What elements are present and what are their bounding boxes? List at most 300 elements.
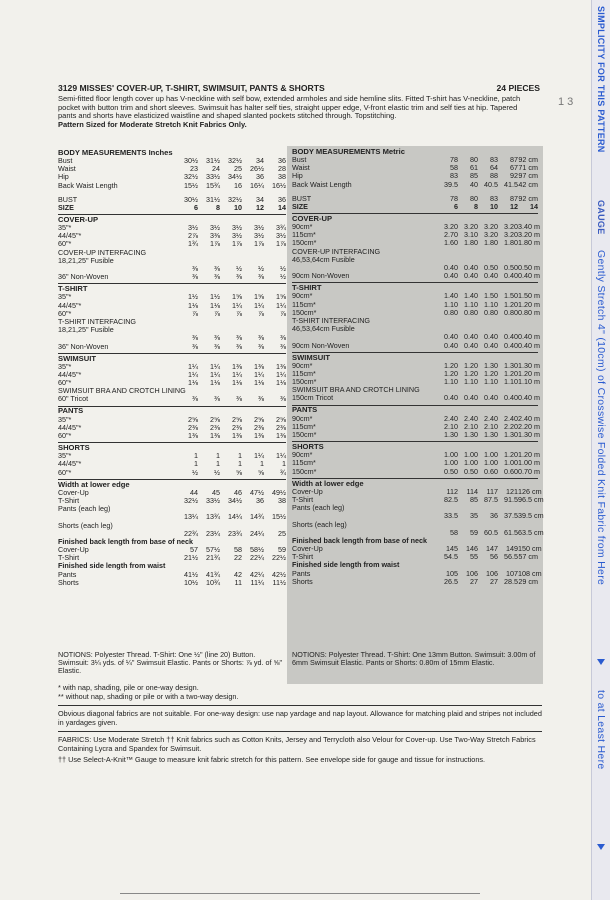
- metric-cell: 92: [510, 171, 518, 181]
- inches-row: [58, 318, 286, 326]
- metric-cell: 54.5: [444, 552, 458, 562]
- metric-row: [292, 352, 538, 362]
- inches-row-label: Shorts: [58, 578, 79, 587]
- metric-cell: 1.00: [464, 450, 478, 460]
- inches-cell: 24¼: [250, 528, 264, 538]
- inches-row: [58, 530, 286, 538]
- description-subtitle: Pattern Sized for Moderate Stretch Knit Fabrics Only.: [58, 119, 247, 129]
- inches-row-label: Bust: [58, 156, 73, 165]
- inches-cell: 31½: [206, 194, 220, 204]
- inches-cell: 3½: [254, 231, 264, 241]
- inches-cell: 2⅝: [254, 414, 264, 424]
- metric-row-label: Finished side length from waist: [292, 561, 400, 570]
- metric-row-label: 90cm*: [292, 223, 313, 232]
- inches-cell: ⅜: [192, 264, 198, 274]
- metric-cell: 83: [450, 171, 458, 181]
- inches-cell: 1: [194, 459, 198, 469]
- metric-cell: 12: [510, 201, 518, 211]
- inches-cell: 34½: [228, 172, 242, 182]
- metric-cell: 1.00: [484, 450, 498, 460]
- metric-row-label: SWIMSUIT: [292, 353, 330, 362]
- inches-cell: 1⅛: [276, 378, 286, 388]
- inches-row: [58, 241, 286, 249]
- inches-cell: 30½: [184, 194, 198, 204]
- metric-row-values: [438, 378, 538, 386]
- metric-row: [292, 231, 538, 239]
- inches-cell: 3¾: [276, 223, 286, 233]
- metric-row: [292, 325, 538, 333]
- inches-row-label: 35"*: [58, 224, 72, 233]
- inches-row: [58, 489, 286, 497]
- footnote-nap: * with nap, shading, pile or one-way design.: [58, 683, 199, 692]
- metric-row-values: [438, 527, 544, 537]
- inches-cell: 1⅞: [254, 239, 264, 249]
- inches-cell: ⅜: [192, 333, 198, 343]
- inches-cell: 1: [238, 451, 242, 461]
- metric-cell: 0.80: [464, 307, 478, 317]
- inches-cell: 10½: [184, 577, 198, 587]
- inches-cell: 1⅜: [254, 361, 264, 371]
- metric-cell: 60.5: [484, 527, 498, 537]
- metric-cell: 1.20: [444, 368, 458, 378]
- metric-cell: 117: [486, 486, 498, 496]
- metric-cell: 2.10: [444, 421, 458, 431]
- inches-row-label: Finished back length from base of neck: [58, 537, 193, 546]
- metric-cell: 0.40 m: [518, 332, 540, 342]
- metric-cell: 3.40 m: [518, 222, 540, 232]
- metric-row: [292, 527, 544, 537]
- inches-cell: 16¼: [250, 180, 264, 190]
- inches-row-label: Hip: [58, 173, 69, 182]
- metric-cell: 0.40: [464, 263, 478, 273]
- inches-row-values: [176, 395, 286, 403]
- metric-cell: 1.80: [464, 238, 478, 248]
- inches-cell: 31½: [206, 155, 220, 165]
- metric-cell: 96.5 cm: [518, 494, 544, 504]
- inches-cell: ⅜: [280, 394, 286, 404]
- inches-cell: 22: [234, 553, 242, 563]
- inches-row-label: 18,21,25" Fusible: [58, 256, 114, 265]
- metric-row: [292, 568, 542, 578]
- pattern-description: [58, 95, 528, 129]
- metric-cell: 1.20 m: [518, 368, 540, 378]
- metric-cell: 2.10: [464, 421, 478, 431]
- metric-row-label: 90cm*: [292, 361, 313, 370]
- inches-cell: 22¾: [184, 528, 198, 538]
- inches-cell: 3½: [232, 223, 242, 233]
- metric-cell: 6: [454, 201, 458, 211]
- inches-row: [58, 379, 286, 387]
- metric-cell: 150 cm: [518, 544, 542, 554]
- inches-row-label: Pants: [58, 570, 77, 579]
- metric-row-label: BODY MEASUREMENTS Metric: [292, 147, 405, 156]
- inches-cell: 1⅝: [276, 292, 286, 302]
- metric-row: [292, 578, 538, 586]
- metric-cell: 35: [470, 511, 478, 521]
- metric-cell: 1.00: [504, 458, 518, 468]
- metric-row: [292, 282, 538, 292]
- metric-row-label: Cover-Up: [292, 545, 323, 554]
- inches-cell: 36: [256, 495, 264, 505]
- inches-row: [58, 182, 286, 190]
- inches-cell: ⅞: [280, 308, 286, 318]
- pattern-title-row: [58, 83, 540, 93]
- inches-cell: 1⅛: [232, 378, 242, 388]
- inches-cell: 22¼: [250, 553, 264, 563]
- metric-row-label: 90cm*: [292, 414, 313, 423]
- metric-cell: 58: [450, 527, 458, 537]
- inches-row: [58, 452, 286, 460]
- inches-row: [58, 148, 286, 157]
- metric-cell: 1.20 m: [518, 299, 540, 309]
- inches-row: [58, 406, 286, 416]
- metric-row: [292, 156, 538, 164]
- metric-cell: 0.40: [504, 332, 518, 342]
- inches-cell: 32½: [184, 172, 198, 182]
- metric-cell: 1.00: [444, 450, 458, 460]
- inches-cell: 38: [278, 495, 286, 505]
- inches-row-label: 36" Non-Woven: [58, 342, 109, 351]
- metric-row: [292, 521, 538, 529]
- inches-cell: 49½: [272, 487, 286, 497]
- inches-row-label: 44/45"*: [58, 232, 82, 241]
- inches-cell: 23: [190, 164, 198, 174]
- metric-cell: 2.40: [464, 413, 478, 423]
- metric-row: [292, 468, 538, 476]
- metric-row: [292, 181, 538, 189]
- metric-cell: 41.5: [504, 179, 518, 189]
- metric-cell: 0.40: [444, 393, 458, 403]
- metric-row: [292, 378, 538, 386]
- inches-cell: 16: [234, 180, 242, 190]
- metric-cell: 27: [490, 576, 498, 586]
- inches-cell: 15½: [184, 180, 198, 190]
- inches-cell: 1¼: [210, 369, 220, 379]
- metric-cell: 1.30: [504, 430, 518, 440]
- inches-row: [58, 387, 286, 395]
- inches-row: [58, 283, 286, 293]
- inches-cell: ⅜: [236, 333, 242, 343]
- metric-cell: 1.50: [484, 291, 498, 301]
- inches-row-label: Cover-Up: [58, 546, 89, 555]
- inches-row-values: [176, 432, 286, 440]
- metric-cell: 0.40: [444, 271, 458, 281]
- metric-row: [292, 562, 538, 570]
- inches-cell: 14¾: [250, 512, 264, 522]
- metric-cell: 1.20: [464, 368, 478, 378]
- inches-cell: 26½: [250, 164, 264, 174]
- metric-row-values: [438, 511, 544, 521]
- inches-cell: ⅝: [236, 467, 242, 477]
- fabrics-note: FABRICS: Use Moderate Stretch †† Knit fabrics such as Cotton Knits, Jersey and Terrycloth also Velour for Cover-up. Use Two-Way Stretch Fabrics Containing Lycra and Spandex for Swimsuit.: [58, 735, 536, 753]
- metric-cell: 40.5: [484, 179, 498, 189]
- inches-cell: 1⅛: [210, 300, 220, 310]
- inches-row-label: Finished side length from waist: [58, 562, 166, 571]
- inches-row-values: [176, 343, 286, 351]
- inches-cell: 1: [238, 459, 242, 469]
- inches-row-label: Waist: [58, 165, 76, 174]
- inches-cell: 1⅛: [254, 378, 264, 388]
- inches-row: [58, 497, 286, 505]
- metric-cell: 71 cm: [518, 163, 538, 173]
- metric-cell: 147: [486, 544, 498, 554]
- metric-row: [292, 511, 544, 521]
- inches-cell: 30½: [184, 155, 198, 165]
- inches-row: [58, 442, 286, 452]
- metric-cell: 106: [466, 568, 478, 578]
- inches-cell: 28: [278, 164, 286, 174]
- metric-cell: 56.5: [504, 552, 518, 562]
- metric-row-values: [438, 468, 538, 476]
- inches-row-label: T-Shirt: [58, 554, 80, 563]
- metric-row-label: 115cm*: [292, 459, 316, 468]
- metric-row: [292, 478, 538, 488]
- metric-cell: 78: [450, 154, 458, 164]
- inches-row-label: T-SHIRT INTERFACING: [58, 317, 137, 326]
- metric-cell: 2.40: [444, 413, 458, 423]
- metric-cell: 0.40: [464, 340, 478, 350]
- metric-cell: 0.40: [484, 340, 498, 350]
- metric-cell: 1.80: [484, 238, 498, 248]
- metric-cell: 61.5: [504, 527, 518, 537]
- metric-cell: 28.5: [504, 576, 518, 586]
- metric-cell: 0.50: [504, 263, 518, 273]
- metric-row: [292, 423, 538, 431]
- metric-cell: 33.5: [444, 511, 458, 521]
- metric-row: [292, 486, 542, 496]
- metric-cell: 0.60: [484, 466, 498, 476]
- metric-cell: 1.30: [484, 430, 498, 440]
- inches-cell: 13¾: [206, 512, 220, 522]
- metric-row-label: 150cm*: [292, 308, 317, 317]
- inches-row-values: [176, 196, 286, 204]
- inches-cell: ⅜: [236, 272, 242, 282]
- metric-cell: 97 cm: [518, 171, 538, 181]
- inches-row-label: 60"*: [58, 240, 72, 249]
- metric-cell: 3.20: [444, 222, 458, 232]
- inches-row: [58, 343, 286, 351]
- metric-cell: 61: [470, 163, 478, 173]
- inches-table: [58, 148, 286, 587]
- inches-row-label: COVER-UP INTERFACING: [58, 248, 147, 257]
- metric-cell: 1.20: [504, 299, 518, 309]
- inches-cell: 3½: [254, 223, 264, 233]
- metric-cell: 1.60: [444, 238, 458, 248]
- metric-row: [292, 264, 538, 272]
- metric-cell: 37.5: [504, 511, 518, 521]
- inches-cell: 1: [216, 459, 220, 469]
- inches-cell: ½: [192, 467, 198, 477]
- inches-row: [58, 249, 286, 257]
- metric-cell: 1.10: [484, 377, 498, 387]
- metric-row-label: Shorts (each leg): [292, 520, 347, 529]
- inches-cell: 1¾: [188, 239, 198, 249]
- metric-cell: 3.20: [504, 222, 518, 232]
- inches-cell: 1⅝: [232, 292, 242, 302]
- metric-cell: 0.80 m: [518, 307, 540, 317]
- metric-row-label: 46,53,64cm Fusible: [292, 325, 355, 334]
- metric-cell: 27: [470, 576, 478, 586]
- inches-row: [58, 257, 286, 265]
- inches-cell: 1¼: [232, 369, 242, 379]
- metric-row: [292, 553, 538, 561]
- inches-row-values: [176, 379, 286, 387]
- inches-cell: 2⅞: [188, 231, 198, 241]
- metric-row-label: 90cm Non-Woven: [292, 341, 350, 350]
- inches-cell: 36: [278, 155, 286, 165]
- inches-cell: 15¾: [206, 180, 220, 190]
- metric-cell: 0.40: [464, 271, 478, 281]
- inches-cell: 1⅜: [210, 431, 220, 441]
- metric-cell: 88: [490, 171, 498, 181]
- inches-cell: 11½: [272, 577, 286, 587]
- inches-row-label: T-Shirt: [58, 496, 80, 505]
- metric-row: [292, 415, 538, 423]
- metric-cell: 87: [510, 193, 518, 203]
- metric-cell: 63.5 cm: [518, 527, 544, 537]
- metric-cell: 0.50 m: [518, 263, 540, 273]
- inches-cell: ½: [280, 264, 286, 274]
- metric-row-label: BUST: [292, 194, 312, 203]
- metric-cell: 107: [506, 568, 518, 578]
- inches-cell: 38: [278, 172, 286, 182]
- inches-cell: ⅜: [192, 394, 198, 404]
- inches-row: [58, 334, 286, 342]
- inches-row-label: Width at lower edge: [58, 480, 130, 489]
- inches-cell: 32½: [228, 194, 242, 204]
- inches-cell: 42¼: [250, 569, 264, 579]
- inches-cell: ½: [236, 264, 242, 274]
- metric-row-label: 150cm*: [292, 467, 317, 476]
- metric-cell: 1.40: [464, 291, 478, 301]
- inches-cell: 58½: [250, 545, 264, 555]
- inches-cell: 1⅜: [232, 431, 242, 441]
- metric-cell: 149: [506, 544, 518, 554]
- inches-cell: ⅜: [214, 394, 220, 404]
- metric-cell: 114: [466, 486, 478, 496]
- inches-cell: ⅞: [236, 308, 242, 318]
- inches-cell: 42½: [272, 569, 286, 579]
- metric-row-label: Pants: [292, 569, 311, 578]
- inches-row-values: [176, 513, 286, 521]
- metric-row: [292, 272, 538, 280]
- inches-cell: ⅜: [236, 341, 242, 351]
- inches-cell: ½: [280, 272, 286, 282]
- metric-row: [292, 203, 538, 211]
- inches-cell: 11: [234, 577, 242, 587]
- metric-row-values: [438, 553, 538, 561]
- metric-row-label: 90cm*: [292, 292, 313, 301]
- inches-cell: 1⅜: [254, 431, 264, 441]
- metric-cell: 145: [446, 544, 458, 554]
- metric-cell: 40: [470, 179, 478, 189]
- inches-cell: 36: [278, 194, 286, 204]
- inches-cell: ⅜: [280, 333, 286, 343]
- metric-row: [292, 240, 538, 248]
- inches-cell: 1¼: [188, 361, 198, 371]
- inches-cell: 3½: [210, 223, 220, 233]
- notions-metric: NOTIONS: Polyester Thread. T-Shirt: One 13mm Button. Swimsuit: 3.00m of 6mm Swimsuit Elastic. Pants or Shorts: 0.80m of 15mm Elastic.: [292, 650, 536, 668]
- metric-row: [292, 342, 538, 350]
- inches-row: [58, 363, 286, 371]
- inches-row: [58, 293, 286, 301]
- metric-cell: 0.40: [504, 340, 518, 350]
- metric-row-values: [438, 239, 538, 247]
- inches-cell: 10: [234, 202, 242, 212]
- footnote-no-nap: ** without nap, shading or pile or with a two-way design.: [58, 691, 239, 701]
- inches-row-label: COVER-UP: [58, 215, 99, 224]
- metric-row: [292, 317, 538, 325]
- metric-cell: 121: [506, 486, 518, 496]
- metric-row-label: SWIMSUIT BRA AND CROTCH LINING: [292, 386, 420, 395]
- gauge-arrow-end-icon: [597, 840, 605, 859]
- inches-cell: 25: [234, 164, 242, 174]
- inches-cell: ⅝: [258, 467, 264, 477]
- metric-cell: 0.40: [464, 393, 478, 403]
- metric-cell: 83: [490, 193, 498, 203]
- inches-cell: ⅜: [214, 272, 220, 282]
- metric-row: [292, 362, 538, 370]
- pieces-count: 24 PIECES: [496, 83, 540, 93]
- divider: [58, 705, 542, 706]
- metric-cell: 8: [474, 201, 478, 211]
- inches-row: [58, 416, 286, 424]
- inches-row-values: [176, 310, 286, 318]
- inches-cell: 57: [190, 545, 198, 555]
- inches-row-label: 44/45"*: [58, 370, 82, 379]
- inches-row: [58, 554, 286, 562]
- metric-row: [292, 164, 538, 172]
- metric-cell: 80: [470, 154, 478, 164]
- inches-cell: 1¼: [254, 451, 264, 461]
- metric-row-label: 115cm*: [292, 231, 316, 240]
- inches-cell: 41½: [184, 569, 198, 579]
- inches-cell: 23¾: [228, 528, 242, 538]
- metric-cell: 0.70 m: [518, 466, 540, 476]
- inches-cell: 1¼: [276, 369, 286, 379]
- metric-row-label: 90cm*: [292, 451, 313, 460]
- inches-cell: ½: [214, 467, 220, 477]
- metric-cell: 2.20: [504, 421, 518, 431]
- metric-cell: 106: [486, 568, 498, 578]
- divider: [58, 731, 542, 732]
- metric-cell: 1.10: [464, 299, 478, 309]
- metric-cell: 2.40 m: [518, 413, 540, 423]
- inches-row: [58, 371, 286, 379]
- inches-cell: ⅜: [214, 333, 220, 343]
- inches-row: [58, 396, 286, 404]
- metric-cell: 1.80: [504, 238, 518, 248]
- metric-cell: 59: [470, 527, 478, 537]
- metric-cell: 2.20 m: [518, 421, 540, 431]
- gauge-strip-instruction: Gently Stretch 4" (10cm) of Crosswise Folded Knit Fabric from Here: [595, 250, 607, 586]
- inches-row-label: 18,21,25" Fusible: [58, 326, 114, 335]
- metric-row: [292, 256, 538, 264]
- inches-cell: 1⅞: [276, 239, 286, 249]
- metric-cell: 3.20: [504, 230, 518, 240]
- metric-row: [292, 431, 538, 439]
- metric-row: [292, 213, 538, 223]
- inches-cell: 16½: [272, 180, 286, 190]
- metric-row-label: COVER-UP INTERFACING: [292, 247, 381, 256]
- metric-cell: 0.40: [484, 393, 498, 403]
- metric-cell: 3.20: [464, 222, 478, 232]
- footnotes-section: [58, 684, 542, 768]
- metric-cell: 0.40: [484, 332, 498, 342]
- inches-row-values: [176, 240, 286, 248]
- metric-row-label: 90cm Non-Woven: [292, 272, 350, 281]
- metric-row-label: 150cm Tricot: [292, 394, 334, 403]
